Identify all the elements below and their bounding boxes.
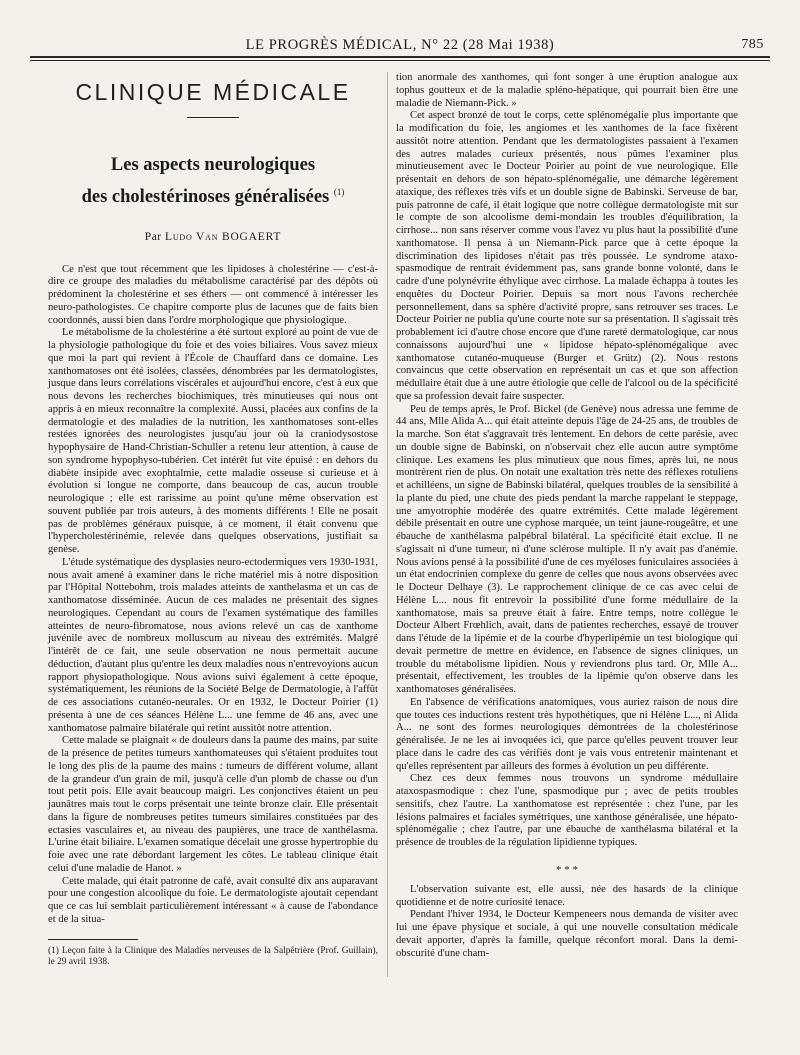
paragraph: L'observation suivante est, elle aussi, née des hasards de la clinique quotidienne et de notre curiosité tenace.	[396, 883, 738, 908]
section-rule	[187, 117, 239, 118]
header-rule	[30, 56, 770, 58]
paragraph: Le métabolisme de la cholestérine a été surtout exploré au point de vue de la physiologie pathologique du foie et des voies biliaires. Vous savez mieux que moi la part qui revient à l'École de Chauffard dans ce domaine. Les xanthomatoses ont été isolées, classées, dénombrées par les dermatologistes, jusque dans leurs corrélations viscérales et aujourd'hui encore, c'est à eux que nous devons les recherches biochimiques, très minutieuses qui nous ont appris à en mieux reconnaître la complexité. Aussi, placées aux confins de la dermatologie et des maladies de la nutrition, les xanthomatoses sont-elles restées ignorées des neurologistes jusqu'au jour où la craniodysostose hypophysaire de Hand-Christian-Schuller a retenu leur attention, à cause de son syndrome hypophyso-tubérien. Cet intérêt fut vite épuisé : en dehors du diabète insipide avec exophtalmie, cette maladie osseuse si curieuse et à évolution si longue ne comporte, dans beaucoup de cas, aucun trouble neurologique ; elle est rarissime au point qu'une même observation est souvent publiée par trois auteurs, à des moments différents ! Elle ne posait pas de problèmes généraux puisque, à ce moment, il était convenu que l'hypercholestérinémie, relevée dans quelques observations, justifiait sa genèse.	[48, 327, 378, 556]
left-column	[48, 72, 378, 969]
journal-title: LE PROGRÈS MÉDICAL, N° 22 (28 Mai 1938)	[245, 37, 555, 53]
article-title	[48, 152, 378, 211]
paragraph: Cette malade se plaignait « de douleurs dans la paume des mains, par suite de la présence de petites tumeurs xanthomateuses qui s'étaient produites tout le long des plis de la paume des mains : tumeurs de différent volume, allant de la grandeur d'un grain de mil, jusqu'à celle d'un plomb de chasse ou d'un tout petit pois. Elle avait beaucoup maigri. Les conjonctives étaient un peu jaunâtres mais tout le corps présentait une teinte bronze clair. Elle présentait dans la figure de nombreuses petites tumeurs similaires constituées par des ectasies vasculaires et, au niveau des paupières, une trace de xanthélasma. L'urine était biliaire. L'examen somatique décelait une grosse hypertrophie du foie avec une rate débordant largement les côtes. Le tableau clinique était celui d'une maladie de Hanot. »	[48, 735, 378, 874]
footnote: (1) Leçon faite à la Clinique des Maladies nerveuses de la Salpêtrière (Prof. Guillain), le 29 avril 1938.	[48, 945, 378, 968]
column-divider	[387, 72, 388, 977]
paragraph: En l'absence de vérifications anatomiques, vous auriez raison de nous dire que toutes ces inductions restent très hypothétiques, que ni Hélène L..., ni Alida A... ne sont des formes neurologiques démontrées de la cholestérinose généralisée. Je ne les ai invoquées ici, que parce qu'elles peuvent trouver leur place dans le cadre des cas vérifiés dont je vais vous entretenir maintenant et qu'elles représentent par ailleurs des formes à évolution un peu différente.	[396, 696, 738, 772]
header-rule-thin	[30, 60, 770, 61]
section-break-stars: * * *	[556, 863, 578, 876]
article-title-line1: Les aspects neurologiques	[110, 154, 316, 175]
article-title-line2	[48, 179, 378, 211]
author-name: Ludo Van BOGAERT	[165, 230, 282, 243]
paragraph: Peu de temps après, le Prof. Bickel (de Genève) nous adressa une femme de 44 ans, Mlle Alida A... qui était atteinte depuis l'âge de 24-25 ans, de troubles de la marche. Son état s'aggravait très lentement. En dehors de cette parésie, avec un double signe de Babinski, on n'observait chez elle aucun autre symptôme clinique. Les examens les plus minutieux que nous fîmes, après lui, ne nous montrèrent rien de plus. On notait une exaltation très nette des réflexes rotuliens et achilléens, un signe de Babinski bilatéral, quelques troubles de la sensibilité à la plante du pied, une chute des pieds pendant la marche rappelant le steppage, une amyotrophie modérée des quatre extrémités. Cette malade légèrement débile présentait en outre une cyphose marquée, un teint jaune-rougeâtre, et une ébauche de xanthélasma palpébral bilatéral. La spécificité était exclue. Il ne s'agissait ni d'une tumeur, ni d'une sclérose multiple. Il n'y avait pas d'anémie. Nous avions pensé à la possibilité d'une de ces myéloses funiculaires associées à un état endocrinien complexe du genre de celles que nous avons observées avec le Docteur Delhaye (3). Le rapprochement clinique de ce cas avec celui de Hélène L... nous fit entrevoir la possibilité d'une forme médullaire de la xanthomatose, mais sa preuve était à faire. Entre temps, notre collègue le Docteur Albert Frœhlich, avait, dans de patientes recherches, essayé de trouver dans l'étude de la lipémie et de la courbe d'hyperlipémie un test biologique qui devait permettre de mettre en évidence, en l'absence de signes cliniques, un trouble du métabolisme lipidien. Nous y reviendrons plus tard. Or, Mlle A... présentait, effectivement, les troubles de la lipémie qu'on observe dans les xanthomatoses généralisées.	[396, 403, 738, 695]
paragraph: tion anormale des xanthomes, qui font songer à une éruption analogue aux tophus goutteux et de la maladie spléno-hépatique, qui pourrait bien être une maladie de Niemann-Pick. »	[396, 72, 738, 109]
running-header	[30, 32, 770, 54]
paragraph: Cet aspect bronzé de tout le corps, cette splénomégalie plus importante que la modification du foie, les angiomes et les xanthomes de la face fixèrent aussitôt notre attention. Pendant que les dermatologistes passaient à l'examen des autres malades curieux présentés, nous pûmes l'examiner plus minutieusement avec le Docteur Poirier au point de vue neurologique. Elle présentait en dehors de son hépato-splénomégalie, une démarche légèrement ataxique, des réflexes très vifs et un double signe de Babinski. Serveuse de bar, puis patronne de café, il était logique que notre collègue dermatologiste mit sur le compte de son alcoolisme demi-mondain les troubles d'équilibration, la cirrhose... non sans réserver comme vous l'avez vu plus haut la possibilité d'une xanthomatose. Il pensa à un Niemann-Pick parce que à cette époque la discrimination des lipidoses n'était pas très poussée. Le syndrome ataxo-spasmodique de rentrait évidemment pas, sans grande bonne volonté, dans le cadre d'une polynévrite éthylique avec cirrhose. La malade échappa à toutes les enquêtes du Docteur Poirier. Depuis sa mort nous l'avons recherchée personnellement, dans sa sphère d'activité propre, sans retrouver ses traces. Le Docteur Poirier ne publia qu'une courte note sur sa présentation. Il s'agissait très probablement ici d'autre chose encore que d'une rareté dermatologique, car nous connaissons aujourd'hui une « lipidose hépato-splénomégalique avec xanthomatose cutanéo-muqueuse (Burger et Grütz) (2). Nous restons convaincus que cette observation en représentait un cas et que son affection médullaire était due à une autre étiologie que celle de l'alcool ou de la spécificité que sa profession devait faire suspecter.	[396, 110, 738, 402]
article-title-line2-text: des cholestérinoses généralisées	[81, 186, 330, 207]
paragraph: L'étude systématique des dysplasies neuro-ectodermiques vers 1930-1931, nous avait amené à examiner dans le riche matériel mis à notre disposition par l'Hôpital Nottebohm, trois malades atteints de xanthelasma et un cas de xanthomatose disséminée. Aucun de ces malades ne présentait des signes neurologiques. Cependant au cours de l'examen systématique des familles atteintes de neuro-fibromatose, nous avions relevé un cas de xanthome juvénile avec de nombreux molluscum au niveau des extrémités. Malgré l'intérêt de ce fait, une seule observation ne nous permettait aucune déduction, d'autant plus qu'entre les deux maladies nous n'entrevoyions aucun rapport physiopathologique. Nous avions suivi également à cette époque, systématiquement, les réunions de la Société Belge de Dermatologie, à l'affût de ces associations cutanéo-neurales. Or en 1932, le Docteur Poirier (1) présenta à une de ces séances Hélène L... une femme de 46 ans, avec une xanthomatose palmaire bilatérale qui retint aussitôt notre attention.	[48, 556, 378, 734]
paragraph: Chez ces deux femmes nous trouvons un syndrome médullaire ataxospasmodique : chez l'une, spasmodique pur ; avec de petits troubles sensitifs, chez l'autre. La xanthomatose est représentée : chez l'une, par les lésions palmaires et faciales symétriques, une xanthose généralisée, une hépato-splénomégalie ; chez l'autre, par une ébauche de xanthélasma bilatéral et la présence de troubles de la régulation lipidienne typiques.	[396, 773, 738, 848]
page-number: 785	[741, 37, 764, 52]
byline-prefix: Par	[144, 230, 162, 243]
paragraph: Cette malade, qui était patronne de café, avait consulté dix ans auparavant pour une congestion alcoolique du foie. Le dermatologiste ajoutait cependant que ce cas lui semblait particulièrement intéressant « à cause de l'abondance et de la situa-	[48, 875, 378, 925]
paragraph: Ce n'est que tout récemment que les lipidoses à cholestérine — c'est-à-dire ce groupe des maladies du métabolisme caractérisé par des dépôts où prédominent la cholestérine et ses éthers — ont commencé à intéresser les neuro-pathologistes. Ce chapitre comporte plus de lacunes que de faits bien coordonnés, aussi bien dans l'ordre morphologique que physiologique.	[48, 263, 378, 326]
section-title: CLINIQUE MÉDICALE	[75, 79, 351, 105]
byline	[48, 231, 378, 244]
paragraph: Pendant l'hiver 1934, le Docteur Kempeneers nous demanda de visiter avec lui une épave physique et sociale, à qui une nouvelle consultation médicale devait apporter, d'après la famille, quelque réconfort moral. Dans la demi-obscurité d'une cham-	[396, 909, 738, 959]
footnote-mark: (1)	[333, 186, 345, 197]
right-column	[396, 72, 738, 960]
footnote-rule	[48, 939, 138, 940]
